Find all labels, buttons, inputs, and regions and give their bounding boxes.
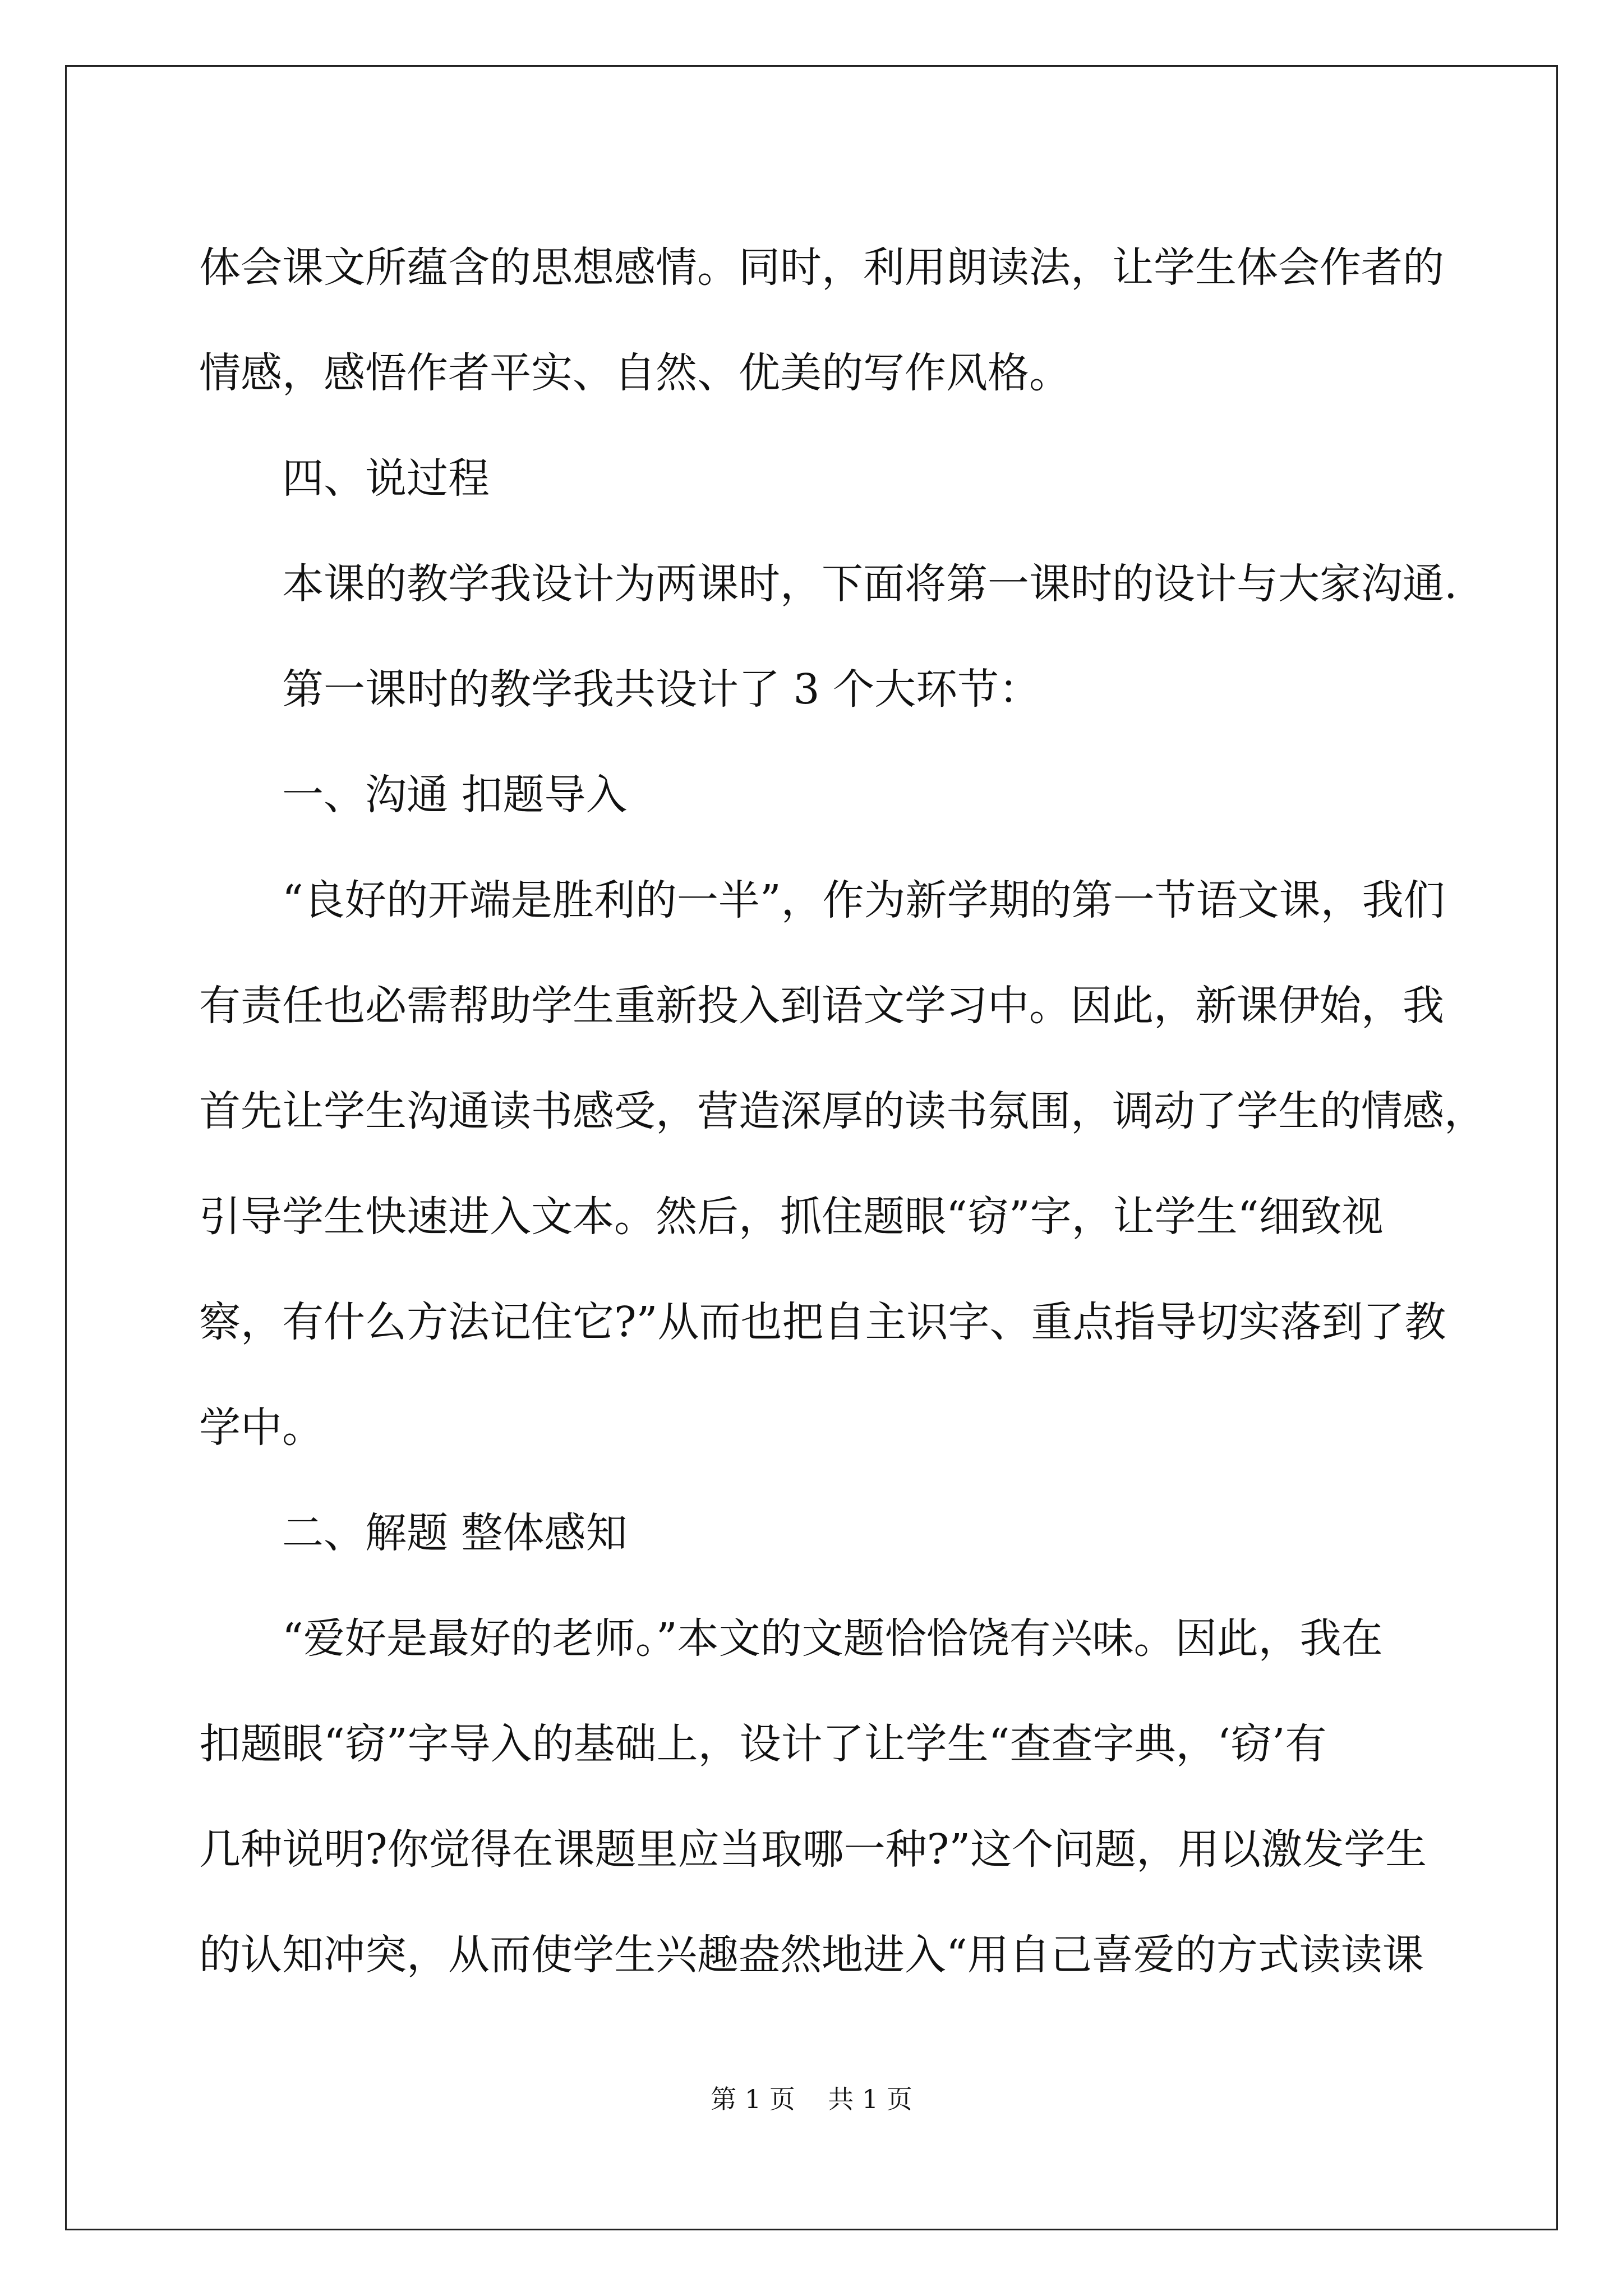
document-body [199, 215, 1486, 2008]
page-footer: 第 1 页 共 1 页 [711, 2084, 912, 2114]
paragraph-line: 引导学生快速进入文本。然后，抓住题眼“窃”字，让学生“细致视 [199, 1193, 1384, 1241]
paragraph-line: 情感，感悟作者平实、自然、优美的写作风格。 [199, 349, 1071, 397]
section-heading: 一、沟通 扣题导入 [282, 771, 628, 819]
paragraph-line: “良好的开端是胜利的一半”，作为新学期的第一节语文课，我们 [282, 876, 1445, 924]
section-heading: 四、说过程 [282, 454, 490, 503]
paragraph-line: 首先让学生沟通读书感受，营造深厚的读书氛围，调动了学生的情感， [199, 1087, 1486, 1135]
paragraph-line: 几种说明?你觉得在课题里应当取哪一种?”这个问题，用以激发学生 [199, 1825, 1427, 1874]
paragraph-line: 有责任也必需帮助学生重新投入到语文学习中。因此，新课伊始，我 [199, 982, 1444, 1030]
paragraph-line: 体会课文所蕴含的思想感情。同时，利用朗读法，让学生体会作者的 [199, 243, 1444, 292]
paragraph-line: 扣题眼“窃”字导入的基础上，设计了让学生“查查字典，‘窃’有 [199, 1720, 1327, 1768]
section-heading: 二、解题 整体感知 [282, 1509, 628, 1557]
paragraph-line: 本课的教学我设计为两课时，下面将第一课时的设计与大家沟通. [282, 560, 1458, 608]
paragraph-line: 学中。 [199, 1404, 324, 1452]
paragraph-line: 的认知冲突，从而使学生兴趣盎然地进入“用自己喜爱的方式读读课 [199, 1931, 1424, 1979]
paragraph-line: 第一课时的教学我共设计了 3 个大环节： [282, 665, 1041, 714]
paragraph-line: 察，有什么方法记住它?”从而也把自主识字、重点指导切实落到了教 [199, 1298, 1446, 1346]
paragraph-line: “爱好是最好的老师。”本文的文题恰恰饶有兴味。因此，我在 [282, 1614, 1383, 1663]
